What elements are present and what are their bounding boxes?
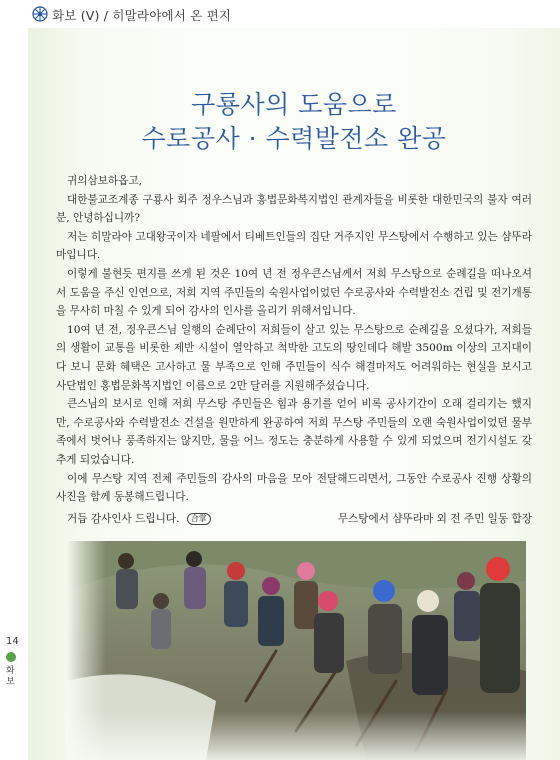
paragraph: 귀의삼보하옵고, [67,175,143,187]
paragraph: 대한불교조계종 구룡사 회주 정우스님과 홍법문화복지법인 관계자들을 비롯한 대한민국의 불자 여러분, 안녕하십니까? [56,193,532,225]
paragraph: 이렇게 불현듯 편지를 쓰게 된 것은 10여 년 전 정우큰스님께서 저희 무스탕으로 순례길을 떠나오셔서 도움을 주신 인연으로, 저희 지역 주민들의 숙원사업이었던 수로공사와 수력발전소 건립 및 전기개통을 무사히 마칠 수 있게 되어 감사의 인사를 올리기 위해서입니다. [56,267,532,318]
left-margin [0,28,28,760]
paragraph: 이에 무스탕 지역 전체 주민들의 감사의 마음을 모아 전달해드리면서, 그동안 수로공사 진행 상황의 사진을 함께 동봉해드립니다. [56,472,532,504]
section-dot-icon [6,652,16,662]
hapjang-badge: 合掌 [187,513,211,525]
closing-greeting: 거듭 감사인사 드립니다. [67,513,180,525]
letter-body [56,172,532,507]
page-number: 14 [6,636,19,647]
article-title [28,88,560,156]
title-line-1: 구룡사의 도움으로 [191,90,397,119]
letter-closing [56,511,532,529]
header-title: 화보 (Ⅴ) / 히말라야에서 온 편지 [52,8,232,23]
header-bar [0,0,560,28]
section-label: 화보 [6,666,15,687]
closing-signature: 무스탕에서 샴뚜라마 외 전 주민 일동 합장 [337,513,532,525]
dharma-wheel-icon [32,6,48,22]
paragraph: 큰스님의 보시로 인해 저희 무스탕 주민들은 힘과 용기를 얻어 비록 공사기간이 오래 걸리기는 했지만, 수로공사와 수력발전소 건설을 원만하게 완공하여 저희 무스탕 주민들의 오랜 숙원사업이었던 물부족에서 벗어나 풍족하지는 않지만, 물을 어느 정도는 충분하게 사용할 수 있게 되었으며 전기시설도 갖추게 되었습니다. [56,398,532,466]
title-line-2: 수로공사 · 수력발전소 완공 [141,124,447,153]
closing-left [67,511,211,526]
workers-digging-photo [66,541,526,760]
paragraph: 10여 년 전, 정우큰스님 일행의 순례단이 저희들이 살고 있는 무스탕으로 순례길을 오셨다가, 저희들의 생활이 교통을 비롯한 제반 시설이 열악하고 척박한 고도의 땅인데다 해발 3500m 이상의 고지대이다 보니 문화 혜택은 고사하고 물 부족으로 인해 주민들이 식수 해결마저도 어려워하는 현실을 보시고 사단법인 홍법문화복지법인 이름으로 2만 달러를 지원해주셨습니다. [56,323,532,392]
paragraph: 저는 히말라야 고대왕국이자 네팔에서 티베트인들의 집단 거주지인 무스탕에서 수행하고 있는 샴뚜라마입니다. [56,230,532,262]
